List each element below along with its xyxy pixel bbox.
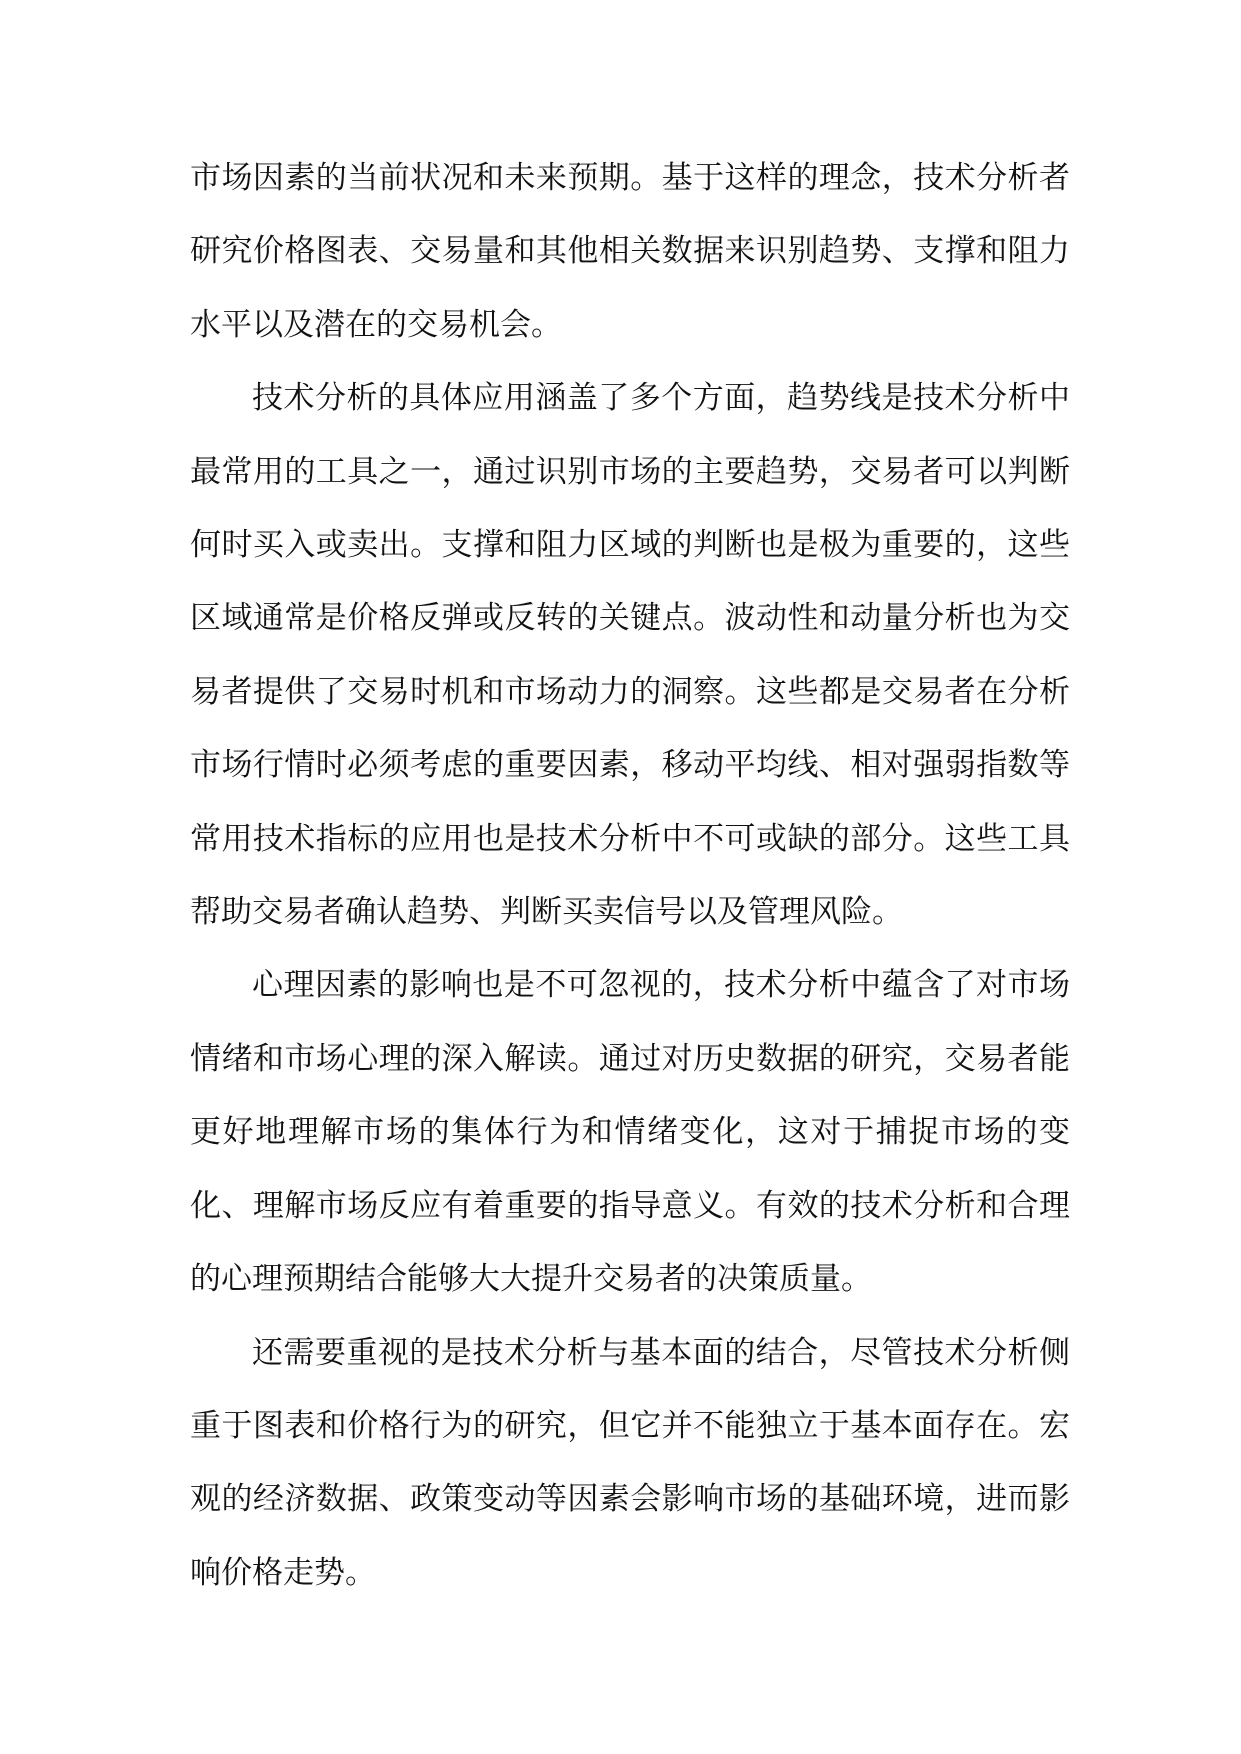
paragraph-2: 技术分析的具体应用涵盖了多个方面，趋势线是技术分析中最常用的工具之一，通过识别市场的主要趋势，交易者可以判断何时买入或卖出。支撑和阻力区域的判断也是极为重要的，这些区域通常是价格反弹或反转的关键点。波动性和动量分析也为交易者提供了交易时机和市场动力的洞察。这些都是交易者在分析市场行情时必须考虑的重要因素，移动平均线、相对强弱指数等常用技术指标的应用也是技术分析中不可或缺的部分。这些工具帮助交易者确认趋势、判断买卖信号以及管理风险。 (190, 380, 1070, 931)
body-text (190, 142, 1070, 1610)
paragraph-4: 还需要重视的是技术分析与基本面的结合，尽管技术分析侧重于图表和价格行为的研究，但它并不能独立于基本面存在。宏观的经济数据、政策变动等因素会影响市场的基础环境，进而影响价格走势。 (190, 1334, 1070, 1591)
paragraph-3: 心理因素的影响也是不可忽视的，技术分析中蕴含了对市场情绪和市场心理的深入解读。通过对历史数据的研究，交易者能更好地理解市场的集体行为和情绪变化，这对于捕捉市场的变化、理解市场反应有着重要的指导意义。有效的技术分析和合理的心理预期结合能够大大提升交易者的决策质量。 (190, 967, 1070, 1298)
paragraph-1: 市场因素的当前状况和未来预期。基于这样的理念，技术分析者研究价格图表、交易量和其他相关数据来识别趋势、支撑和阻力水平以及潜在的交易机会。 (190, 160, 1070, 343)
